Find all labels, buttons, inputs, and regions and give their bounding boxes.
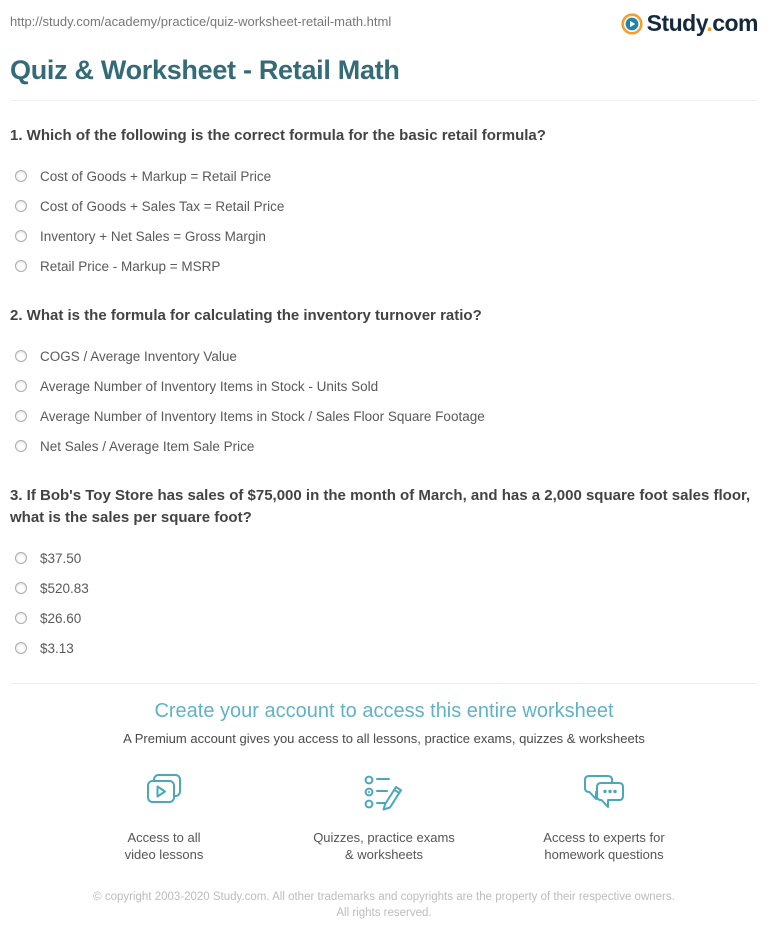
feature-caption: Access to all video lessons xyxy=(124,830,204,862)
radio-button[interactable] xyxy=(15,380,27,392)
question-3-option-1[interactable]: $37.50 xyxy=(10,543,758,573)
quiz-worksheet-icon xyxy=(361,772,407,818)
question-3-text: 3. If Bob's Toy Store has sales of $75,000 in the month of March, and has a 2,000 square foot sales floor, what is the sales per square foot? xyxy=(10,487,751,526)
cta-subheading: A Premium account gives you access to all lessons, practice exams, quizzes & worksheets xyxy=(123,731,645,746)
radio-button[interactable] xyxy=(15,260,27,272)
question-3 xyxy=(10,485,758,663)
question-3-option-3[interactable]: $26.60 xyxy=(10,603,758,633)
study-logo-text: Study.com xyxy=(646,10,758,36)
question-1-option-3[interactable]: Inventory + Net Sales = Gross Margin xyxy=(10,221,758,251)
radio-button[interactable] xyxy=(15,612,27,624)
radio-button[interactable] xyxy=(15,350,27,362)
question-2-option-4[interactable]: Net Sales / Average Item Sale Price xyxy=(10,431,758,461)
question-2-option-2[interactable]: Average Number of Inventory Items in Stock - Units Sold xyxy=(10,371,758,401)
question-1 xyxy=(10,125,758,281)
question-2 xyxy=(10,305,758,461)
page-title: Quiz & Worksheet - Retail Math xyxy=(10,55,400,85)
question-2-option-1[interactable]: COGS / Average Inventory Value xyxy=(10,341,758,371)
feature-video-lessons xyxy=(79,772,249,863)
radio-button[interactable] xyxy=(15,440,27,452)
title-section xyxy=(10,55,758,101)
radio-button[interactable] xyxy=(15,552,27,564)
header xyxy=(10,0,758,39)
page-url: http://study.com/academy/practice/quiz-worksheet-retail-math.html xyxy=(10,14,392,29)
cta-section xyxy=(10,684,758,863)
radio-button[interactable] xyxy=(15,200,27,212)
feature-caption: Quizzes, practice exams & worksheets xyxy=(313,830,455,862)
study-logo[interactable] xyxy=(621,10,758,37)
study-play-icon xyxy=(621,13,643,35)
radio-button[interactable] xyxy=(15,642,27,654)
radio-button[interactable] xyxy=(15,170,27,182)
radio-button[interactable] xyxy=(15,582,27,594)
copyright-notice: © copyright 2003-2020 Study.com. All other trademarks and copyrights are the property of their respective owners. All rights reserved. xyxy=(93,891,675,919)
question-1-option-2[interactable]: Cost of Goods + Sales Tax = Retail Price xyxy=(10,191,758,221)
feature-homework-experts xyxy=(519,772,689,863)
question-2-option-3[interactable]: Average Number of Inventory Items in Stock / Sales Floor Square Footage xyxy=(10,401,758,431)
question-3-option-2[interactable]: $520.83 xyxy=(10,573,758,603)
radio-button[interactable] xyxy=(15,230,27,242)
feature-list xyxy=(10,772,758,863)
question-1-text: 1. Which of the following is the correct formula for the basic retail formula? xyxy=(10,127,546,144)
feature-caption: Access to experts for homework questions xyxy=(543,830,665,862)
video-lessons-icon xyxy=(141,772,187,818)
chat-experts-icon xyxy=(580,772,628,818)
feature-quizzes-worksheets xyxy=(299,772,469,863)
question-2-text: 2. What is the formula for calculating the inventory turnover ratio? xyxy=(10,307,482,324)
question-3-option-4[interactable]: $3.13 xyxy=(10,633,758,663)
cta-heading: Create your account to access this entire worksheet xyxy=(154,700,614,722)
radio-button[interactable] xyxy=(15,410,27,422)
question-1-option-1[interactable]: Cost of Goods + Markup = Retail Price xyxy=(10,161,758,191)
question-1-option-4[interactable]: Retail Price - Markup = MSRP xyxy=(10,251,758,281)
